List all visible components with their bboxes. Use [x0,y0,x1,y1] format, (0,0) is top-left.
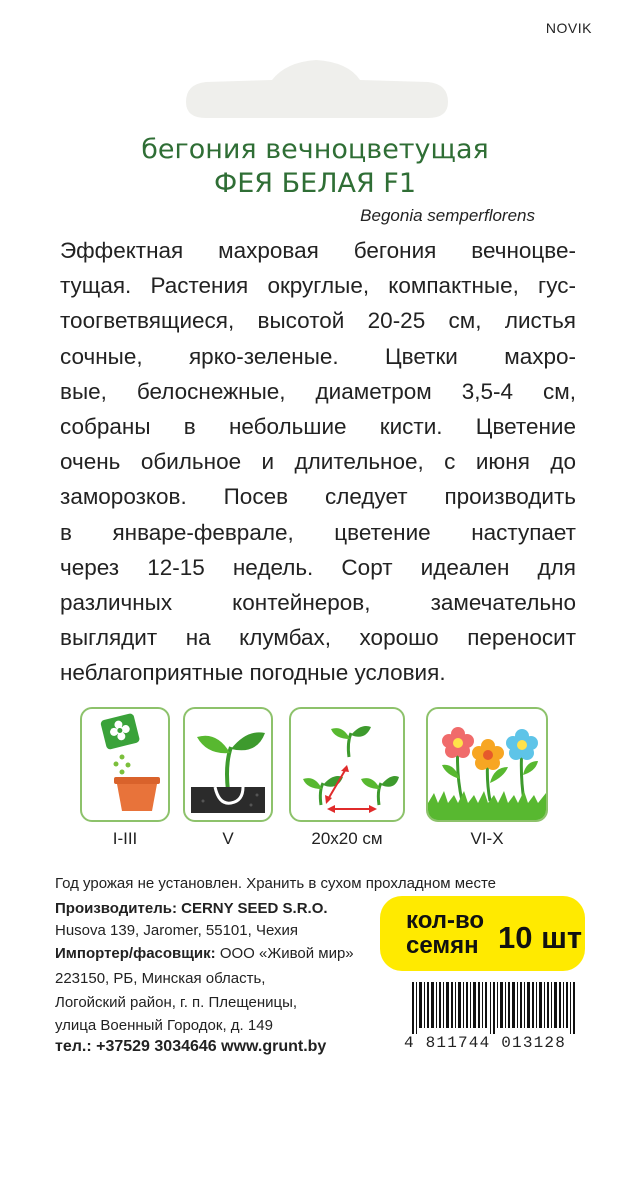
storage-note: Год урожая не установлен. Хранить в сухом прохладном месте [55,875,496,892]
icon-label: 20x20 см [311,829,383,848]
importer-name: ООО «Живой мир» [215,945,354,962]
icon-label: VI-X [470,829,504,848]
importer [55,945,354,962]
contacts: тел.: +37529 3034646 www.grunt.by [55,1038,327,1055]
description-line: тоогветвящиеся, высотой 20-25 см, листья [60,308,576,334]
flowers-bloom-icon [426,707,548,822]
icon-label: V [222,829,234,848]
description-line: различных контейнеров, замечательно [60,590,576,616]
quantity-label-line: семян [406,932,479,959]
producer-address: Husova 139, Jaromer, 55101, Чехия [55,922,298,939]
importer-address-line: Логойский район, г. п. Плещеницы, [55,994,298,1011]
producer [55,900,328,917]
seed-quantity-badge [380,896,585,971]
seedling-soil-icon [183,707,273,822]
description-line: собраны в небольшие кисти. Цветение [60,414,576,440]
description-line: выглядит на клумбах, хорошо переносит [60,625,576,651]
barcode-icon [412,982,582,1034]
importer-label: Импортер/фасовщик: [55,945,216,962]
hang-tab-icon [176,58,454,118]
spacing-icon [289,707,405,822]
description-line: неблагоприятные погодные условия. [60,660,446,686]
description-line: заморозков. Посев следует производить [60,484,576,510]
latin-name: Begonia semperflorens [360,206,535,225]
quantity-label [406,908,484,958]
brand-label: NOVIK [545,20,592,36]
description [60,233,576,691]
producer-label: Производитель: CERNY SEED S.R.O. [55,900,328,917]
icon-label: I-III [112,829,138,848]
barcode-number: 4 811744 013128 [404,1034,567,1052]
variety-name: ФЕЯ БЕЛАЯ F1 [213,168,417,199]
description-line: очень обильное и длительное, с июня до [60,449,576,475]
quantity-value: 10 шт [498,920,583,955]
plant-name: бегония вечноцветущая [141,134,489,165]
sowing-pot-icon [80,707,170,822]
description-line: вые, белоснежные, диаметром 3,5-4 см, [60,378,576,404]
importer-address-line: улица Военный Городок, д. 149 [55,1017,273,1034]
description-line: через 12-15 недель. Сорт идеален для [60,554,576,580]
quantity-label-line: кол-во [406,907,485,934]
description-line: Эффектная махровая бегония вечноцве- [60,238,576,263]
importer-address-line: 223150, РБ, Минская область, [55,970,266,987]
description-line: сочные, ярко-зеленые. Цветки махро- [60,343,576,369]
description-line: тущая. Растения округлые, компактные, гус- [60,273,576,299]
description-line: в январе-феврале, цветение наступает [60,519,576,545]
